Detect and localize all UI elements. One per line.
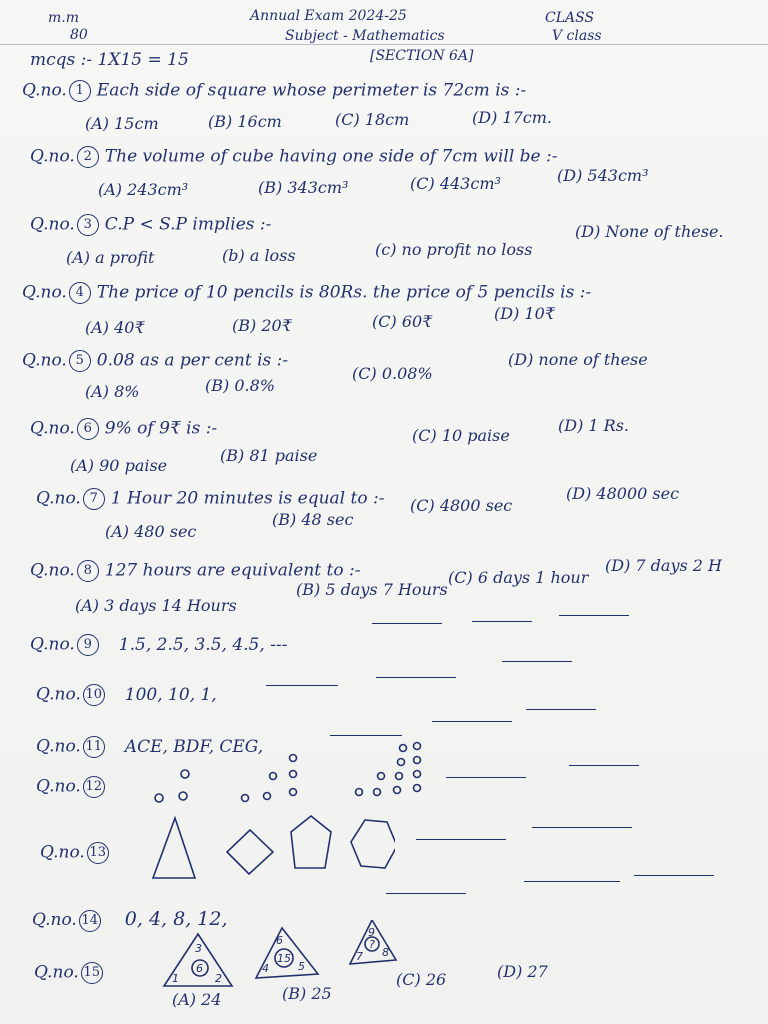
q7-option-b: (B) 48 sec: [272, 510, 354, 529]
triangle-shape: [153, 818, 195, 878]
triangle-top: 3: [195, 942, 202, 955]
q2-option-a: (A) 243cm³: [98, 180, 189, 199]
qno-prefix: Q.no.: [40, 842, 85, 863]
q7-option-c: (C) 4800 sec: [410, 496, 513, 515]
question-text: Each side of square whose perimeter is 72cm is :-: [96, 80, 527, 101]
q5-option-d: (D) none of these: [508, 350, 648, 369]
answer-blank[interactable]: [372, 622, 442, 624]
triangle-center: ?: [369, 938, 375, 951]
q4-option-b: (B) 20₹: [232, 316, 292, 335]
question-number: 4: [69, 282, 91, 304]
shape-pattern-figures: [145, 808, 395, 888]
question-6: [30, 418, 217, 440]
q3-option-b: (b) a loss: [222, 246, 296, 265]
question-text: 100, 10, 1,: [124, 684, 217, 705]
number-triangles: [160, 920, 400, 992]
q6-option-d: (D) 1 Rs.: [558, 416, 630, 435]
answer-blank[interactable]: [266, 684, 338, 686]
dot-pattern-figures: [145, 738, 435, 810]
question-4: [22, 282, 591, 304]
question-number: 8: [77, 560, 99, 582]
question-5: [22, 350, 288, 372]
q3-option-c: (c) no profit no loss: [375, 240, 533, 259]
max-marks-value: 80: [70, 27, 88, 43]
q1-option-a: (A) 15cm: [85, 114, 159, 133]
pentagon-shape: [291, 816, 331, 868]
triangle-center: 15: [277, 952, 291, 965]
question-number: 14: [79, 910, 101, 932]
question-2: [30, 146, 558, 168]
question-number: 2: [77, 146, 99, 168]
question-text: 1.5, 2.5, 3.5, 4.5, ---: [118, 634, 288, 655]
q2-option-d: (D) 543cm³: [557, 166, 649, 185]
max-marks-label: m.m: [48, 10, 80, 26]
question-3: [30, 214, 271, 236]
question-8: [30, 560, 360, 582]
question-text: C.P < S.P implies :-: [104, 214, 272, 235]
question-text: 127 hours are equivalent to :-: [104, 560, 361, 581]
qno-prefix: Q.no.: [30, 560, 75, 581]
answer-blank[interactable]: [569, 764, 639, 766]
qno-prefix: Q.no.: [32, 910, 77, 930]
qno-prefix: Q.no.: [30, 146, 75, 167]
exam-title: Annual Exam 2024-25: [250, 8, 407, 24]
hexagon-shape: [351, 820, 395, 868]
qno-prefix: Q.no.: [36, 736, 81, 757]
answer-blank[interactable]: [386, 892, 466, 894]
question-text: 9% of 9₹ is :-: [104, 418, 218, 439]
q2-option-c: (C) 443cm³: [410, 174, 501, 193]
q7-option-a: (A) 480 sec: [105, 522, 197, 541]
q2-option-b: (B) 343cm³: [258, 178, 349, 197]
subject-label: Subject - Mathematics: [285, 28, 445, 44]
answer-blank[interactable]: [634, 874, 714, 876]
q8-option-b: (B) 5 days 7 Hours: [296, 580, 448, 599]
answer-blank[interactable]: [416, 838, 506, 840]
q8-option-d: (D) 7 days 2 H: [605, 556, 722, 575]
question-number: 5: [69, 350, 91, 372]
q7-option-d: (D) 48000 sec: [566, 484, 680, 503]
q1-option-b: (B) 16cm: [208, 112, 282, 131]
q5-option-a: (A) 8%: [85, 382, 140, 401]
answer-blank[interactable]: [330, 734, 402, 736]
question-number: 6: [77, 418, 99, 440]
mcq-marks: mcqs :- 1X15 = 15: [30, 50, 189, 70]
number-triangle-2: [256, 928, 318, 978]
q5-option-c: (C) 0.08%: [352, 364, 433, 383]
question-10: [36, 684, 217, 706]
answer-blank[interactable]: [432, 720, 512, 722]
question-text: 0, 4, 8, 12,: [124, 908, 228, 930]
question-number: 13: [87, 842, 109, 864]
triangle-right: 5: [298, 960, 305, 973]
q5-option-b: (B) 0.8%: [205, 376, 275, 395]
triangle-right: 2: [215, 972, 222, 985]
question-number: 11: [83, 736, 105, 758]
q4-option-c: (C) 60₹: [372, 312, 433, 331]
triangle-left: 7: [356, 950, 363, 963]
q1-option-d: (D) 17cm.: [472, 108, 552, 127]
q3-option-d: (D) None of these.: [575, 222, 724, 241]
answer-blank[interactable]: [446, 776, 526, 778]
dot-figure-1: [155, 770, 189, 802]
qno-prefix: Q.no.: [36, 776, 81, 797]
q8-option-c: (C) 6 days 1 hour: [448, 568, 589, 587]
answer-blank[interactable]: [502, 660, 572, 662]
question-number: 1: [69, 80, 91, 102]
question-number: 15: [81, 962, 103, 984]
q15-option-b: (B) 25: [282, 984, 332, 1003]
question-1: [22, 80, 526, 102]
qno-prefix: Q.no.: [36, 488, 81, 509]
question-text: The volume of cube having one side of 7cm will be :-: [104, 146, 558, 167]
qno-prefix: Q.no.: [30, 214, 75, 235]
question-number: 7: [83, 488, 105, 510]
question-text: 0.08 as a per cent is :-: [96, 350, 289, 371]
class-label: CLASS: [545, 10, 595, 26]
triangle-left: 1: [172, 972, 179, 985]
qno-prefix: Q.no.: [30, 418, 75, 439]
q8-option-a: (A) 3 days 14 Hours: [75, 596, 237, 615]
answer-blank[interactable]: [559, 614, 629, 616]
q4-option-d: (D) 10₹: [494, 304, 555, 323]
q4-option-a: (A) 40₹: [85, 318, 145, 337]
triangle-left: 4: [262, 962, 269, 975]
q3-option-a: (A) a profit: [66, 248, 155, 267]
q1-option-c: (C) 18cm: [335, 110, 410, 129]
q6-option-b: (B) 81 paise: [220, 446, 318, 465]
q15-option-a: (A) 24: [172, 990, 222, 1009]
qno-prefix: Q.no.: [22, 282, 67, 303]
answer-blank[interactable]: [526, 708, 596, 710]
triangle-center: 6: [196, 962, 203, 975]
question-text: The price of 10 pencils is 80Rs. the price of 5 pencils is :-: [96, 282, 592, 303]
dot-figure-2: [242, 755, 297, 802]
q6-option-c: (C) 10 paise: [412, 426, 510, 445]
question-9: [30, 634, 287, 656]
question-13: [40, 842, 115, 864]
dot-figure-3: [356, 743, 421, 796]
number-triangle-1: [164, 934, 232, 986]
number-triangle-3: [350, 920, 396, 964]
answer-blank[interactable]: [472, 620, 532, 622]
question-number: 9: [77, 634, 99, 656]
section-label: [SECTION 6A]: [370, 48, 474, 64]
q15-option-c: (C) 26: [396, 970, 447, 989]
q15-option-d: (D) 27: [497, 962, 548, 981]
question-number: 3: [77, 214, 99, 236]
question-12: [36, 776, 111, 798]
qno-prefix: Q.no.: [34, 962, 79, 983]
question-text: 1 Hour 20 minutes is equal to :-: [110, 488, 385, 509]
qno-prefix: Q.no.: [22, 80, 67, 101]
answer-blank[interactable]: [532, 826, 632, 828]
question-number: 10: [83, 684, 105, 706]
triangle-right: 8: [382, 946, 389, 959]
question-7: [36, 488, 384, 510]
qno-prefix: Q.no.: [30, 634, 75, 655]
question-number: 12: [83, 776, 105, 798]
answer-blank[interactable]: [524, 880, 620, 882]
triangle-top: 6: [276, 934, 283, 947]
triangle-top: 9: [368, 926, 375, 939]
qno-prefix: Q.no.: [36, 684, 81, 705]
answer-blank[interactable]: [376, 676, 456, 678]
question-text: ACE, BDF, CEG,: [124, 736, 264, 757]
ruled-line: [0, 44, 768, 45]
qno-prefix: Q.no.: [22, 350, 67, 371]
class-value: V class: [552, 28, 602, 44]
q6-option-a: (A) 90 paise: [70, 456, 168, 475]
question-15: [34, 962, 109, 984]
rhombus-shape: [227, 830, 273, 874]
